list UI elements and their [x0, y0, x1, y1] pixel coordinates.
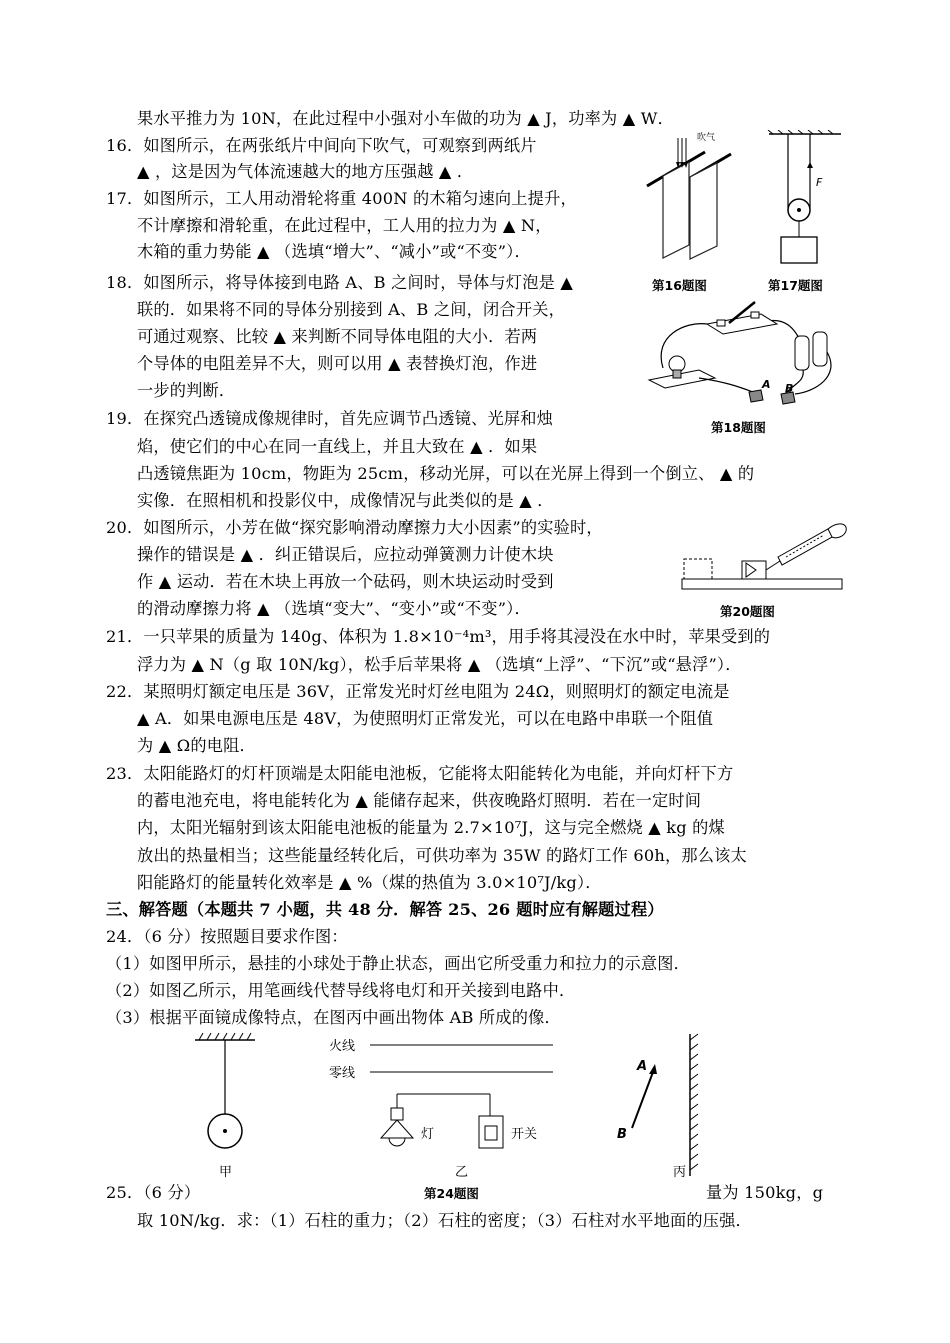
q19-line-3: 凸透镜焦距为 10cm，物距为 25cm，移动光屏，可以在光屏上得到一个倒立、 ▲ 的 — [137, 464, 755, 483]
fig24-point-a: A — [637, 1059, 648, 1074]
q19-line-4: 实像．在照相机和投影仪中，成像情况与此类似的是 ▲ ． — [137, 491, 554, 510]
q16-line-2: ▲ ，这是因为气体流速越大的地方压强越 ▲ ． — [137, 162, 474, 181]
q22-line-3: 为 ▲ Ω的电阻． — [137, 736, 256, 755]
fig24-neutral-wire-label: 零线 — [329, 1066, 356, 1081]
fig16-blow-label: 吹气 — [697, 133, 716, 143]
q22-line-2: ▲ A．如果电源电压是 48V，为使照明灯正常发光，可以在电路中串联一个阻值 — [137, 709, 714, 728]
q19-line-2: 焰，使它们的中心在同一直线上，并且大致在 ▲ ．如果 — [137, 437, 538, 456]
fig24-sub-yi: 乙 — [455, 1165, 469, 1180]
q20-line-3: 作 ▲ 运动．若在木块上再放一个砝码，则木块运动时受到 — [137, 572, 554, 591]
fig18-caption: 第18题图 — [711, 420, 766, 435]
q22-line-1: 22．某照明灯额定电压是 36V，正常发光时灯丝电阻为 24Ω，则照明灯的额定电流是 — [106, 682, 730, 701]
q18-line-1: 18．如图所示，将导体接到电路 A、B 之间时，导体与灯泡是 ▲ — [106, 273, 573, 292]
fig24-lamp-label: 灯 — [421, 1127, 435, 1142]
fig18-circuit — [645, 296, 845, 412]
fig20-caption: 第20题图 — [720, 604, 775, 619]
fig24-live-wire-label: 火线 — [329, 1039, 356, 1054]
q23-line-2: 的蓄电池充电，将电能转化为 ▲ 能储存起来，供夜晚路灯照明．若在一定时间 — [137, 791, 702, 810]
q23-line-5: 阳能路灯的能量转化效率是 ▲ %（煤的热值为 3.0×10⁷J/kg）． — [137, 873, 602, 892]
q24-line-3: （2）如图乙所示，用笔画线代替导线将电灯和开关接到电路中． — [106, 981, 576, 1000]
fig17-force-label: F — [816, 176, 823, 189]
q23-line-1: 23．太阳能路灯的灯杆顶端是太阳能电池板，它能将太阳能转化为电能，并向灯杆下方 — [106, 764, 734, 783]
fig24-caption: 第24题图 — [424, 1186, 479, 1201]
q24-line-4: （3）根据平面镜成像特点，在图丙中画出物体 AB 所成的像． — [106, 1008, 561, 1027]
q25-line-2: 取 10N/kg．求：（1）石柱的重力；（2）石柱的密度；（3）石柱对水平地面的压强． — [137, 1211, 752, 1230]
q16-line-1: 16．如图所示，在两张纸片中间向下吹气，可观察到两纸片 — [106, 136, 537, 155]
fig16-caption: 第16题图 — [652, 278, 707, 293]
q23-line-3: 内，太阳光辐射到该太阳能电池板的能量为 2.7×10⁷J，这与完全燃烧 ▲ kg 的煤 — [137, 818, 725, 837]
fig24-drawings — [185, 1030, 720, 1200]
fig16-paper-strips — [645, 130, 763, 275]
fig20-friction-setup — [678, 517, 850, 597]
q18-line-3: 可通过观察、比较 ▲ 来判断不同导体电阻的大小．若两 — [137, 327, 538, 346]
q24-line-1: 24．（6 分）按照题目要求作图： — [106, 927, 348, 946]
q25-line-1b: 量为 150kg，g — [706, 1183, 824, 1202]
fig24-switch-label: 开关 — [511, 1127, 538, 1142]
fig18-point-a: A — [762, 378, 771, 391]
fig17-caption: 第17题图 — [768, 278, 823, 293]
q17-line-1: 17．如图所示，工人用动滑轮将重 400N 的木箱匀速向上提升， — [106, 189, 577, 208]
fig24-point-b: B — [617, 1127, 627, 1142]
fig18-point-b: B — [785, 382, 794, 395]
q20-line-2: 操作的错误是 ▲ ．纠正错误后，应拉动弹簧测力计使木块 — [137, 545, 554, 564]
q18-line-2: 联的．如果将不同的导体分别接到 A、B 之间，闭合开关， — [137, 300, 565, 319]
q21-line-1: 21．一只苹果的质量为 140g、体积为 1.8×10⁻⁴m³，用手将其浸没在水中时，苹果受到的 — [106, 627, 771, 646]
q19-line-1: 19．在探究凸透镜成像规律时，首先应调节凸透镜、光屏和烛 — [106, 409, 554, 428]
q18-line-5: 一步的判断． — [137, 381, 236, 400]
q23-line-4: 放出的热量相当；这些能量经转化后，可供功率为 35W 的路灯工作 60h，那么该太 — [137, 846, 747, 865]
q21-line-2: 浮力为 ▲ N（g 取 10N/kg），松手后苹果将 ▲ （选填“上浮”、“下沉”或“悬浮”）． — [137, 655, 742, 674]
q15-tail: 果水平推力为 10N，在此过程中小强对小车做的功为 ▲ J，功率为 ▲ W． — [137, 109, 674, 128]
q25-line-1a: 25．（6 分） — [106, 1183, 201, 1202]
q20-line-4: 的滑动摩擦力将 ▲ （选填“变大”、“变小”或“不变”）． — [137, 599, 531, 618]
fig24-sub-jia: 甲 — [219, 1165, 233, 1180]
q17-line-2: 不计摩擦和滑轮重，在此过程中，工人用的拉力为 ▲ N， — [137, 216, 552, 235]
q20-line-1: 20．如图所示，小芳在做“探究影响滑动摩擦力大小因素”的实验时， — [106, 518, 603, 537]
q18-line-4: 个导体的电阻差异不大，则可以用 ▲ 表替换灯泡，作进 — [137, 354, 538, 373]
section-3-heading: 三、解答题（本题共 7 小题，共 48 分．解答 25、26 题时应有解题过程） — [106, 900, 664, 919]
fig24-sub-bing: 丙 — [673, 1165, 687, 1180]
q17-line-3: 木箱的重力势能 ▲ （选填“增大”、“减小”或“不变”）． — [137, 242, 531, 261]
fig17-pulley — [765, 130, 845, 270]
q24-line-2: （1）如图甲所示，悬挂的小球处于静止状态，画出它所受重力和拉力的示意图． — [106, 954, 691, 973]
